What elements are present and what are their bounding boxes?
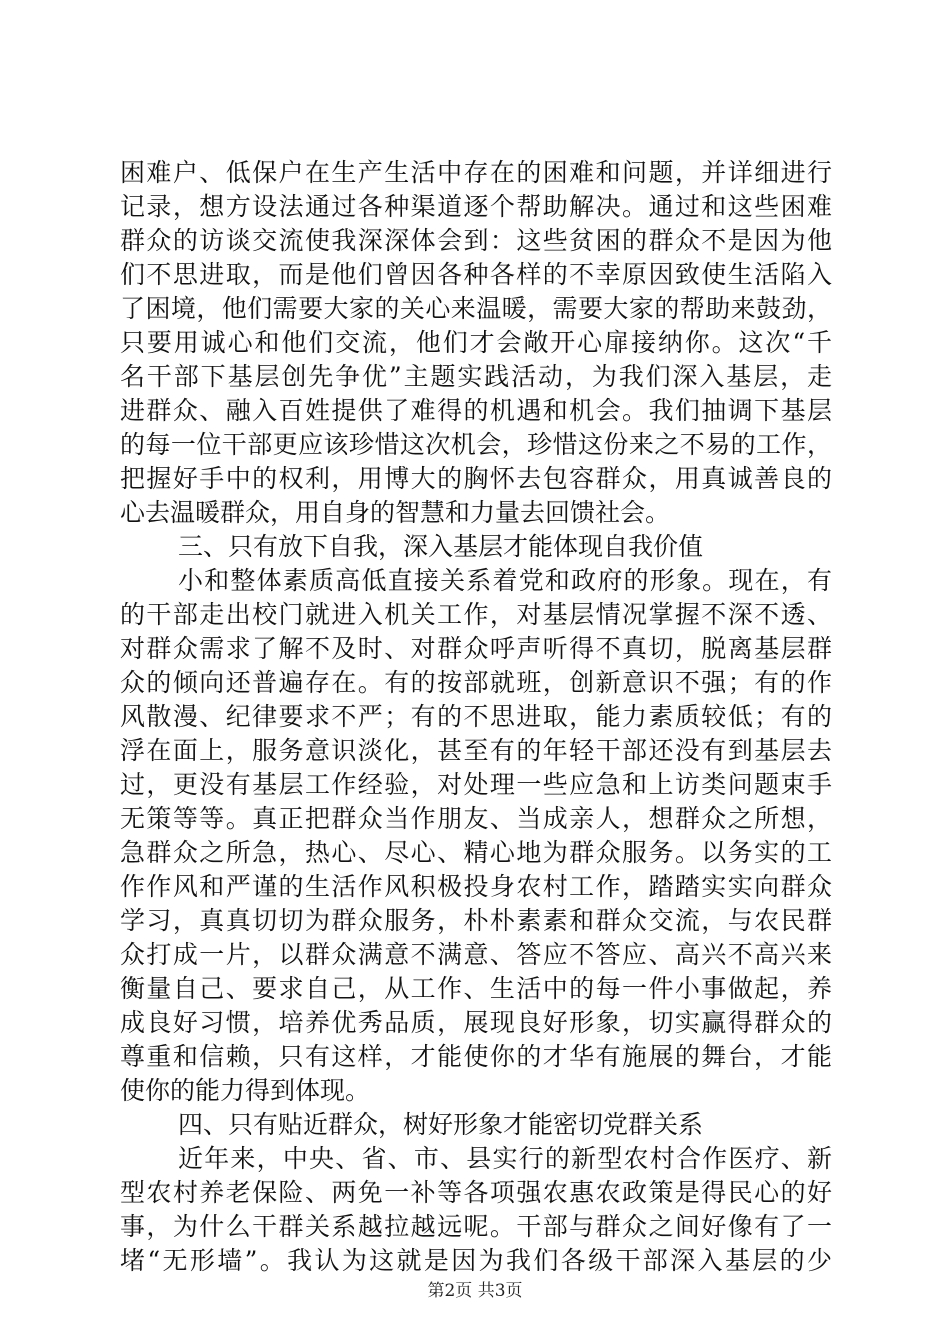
text-line: 风散漫、纪律要求不严；有的不思进取，能力素质较低；有的 [120, 702, 832, 731]
text-line: 进群众、融入百姓提供了难得的机遇和机会。我们抽调下基层 [120, 396, 832, 425]
text-line: 众打成一片，以群众满意不满意、答应不答应、高兴不高兴来 [120, 940, 832, 969]
paragraph-1 [120, 156, 832, 530]
text-line: 浮在面上，服务意识淡化，甚至有的年轻干部还没有到基层去 [120, 736, 832, 765]
text-line: 使你的能力得到体现。 [120, 1076, 371, 1105]
text-line: 型农村养老保险、两免一补等各项强农惠农政策是得民心的好 [120, 1178, 832, 1207]
text-line: 学习，真真切切为群众服务，朴朴素素和群众交流，与农民群 [120, 906, 832, 935]
text-line: 堵“无形墙”。我认为这就是因为我们各级干部深入基层的少 [120, 1246, 832, 1275]
text-line: 对群众需求了解不及时、对群众呼声听得不真切，脱离基层群 [120, 634, 832, 663]
text-line: 作作风和严谨的生活作风积极投身农村工作，踏踏实实向群众 [120, 872, 832, 901]
section-heading-3: 三、只有放下自我，深入基层才能体现自我价值 [178, 532, 704, 561]
text-line: 小和整体素质高低直接关系着党和政府的形象。现在，有 [178, 566, 832, 595]
document-body [120, 156, 832, 1278]
text-line: 困难户、低保户在生产生活中存在的困难和问题，并详细进行 [120, 158, 832, 187]
text-line: 的每一位干部更应该珍惜这次机会，珍惜这份来之不易的工作， [120, 430, 832, 459]
text-line: 的干部走出校门就进入机关工作，对基层情况掌握不深不透、 [120, 600, 832, 629]
text-line: 急群众之所急，热心、尽心、精心地为群众服务。以务实的工 [120, 838, 832, 867]
text-line: 只要用诚心和他们交流，他们才会敞开心扉接纳你。这次“千 [120, 328, 832, 357]
text-line: 名干部下基层创先争优”主题实践活动，为我们深入基层，走 [120, 362, 832, 391]
text-line: 事，为什么干群关系越拉越远呢。干部与群众之间好像有了一 [120, 1212, 832, 1241]
text-line: 近年来，中央、省、市、县实行的新型农村合作医疗、新 [178, 1144, 832, 1173]
text-line: 记录，想方设法通过各种渠道逐个帮助解决。通过和这些困难 [120, 192, 832, 221]
text-line: 们不思进取，而是他们曾因各种各样的不幸原因致使生活陷入 [120, 260, 832, 289]
text-line: 无策等等。真正把群众当作朋友、当成亲人，想群众之所想， [120, 804, 832, 833]
text-line: 衡量自己、要求自己，从工作、生活中的每一件小事做起，养 [120, 974, 832, 1003]
text-line: 心去温暖群众，用自身的智慧和力量去回馈社会。 [120, 498, 671, 527]
text-line: 群众的访谈交流使我深深体会到：这些贫困的群众不是因为他 [120, 226, 832, 255]
text-line: 过，更没有基层工作经验，对处理一些应急和上访类问题束手 [120, 770, 832, 799]
paragraph-2 [120, 564, 832, 1108]
page-footer: 第2页 共3页 [427, 1281, 523, 1301]
paragraph-3 [120, 1142, 832, 1278]
text-line: 成良好习惯，培养优秀品质，展现良好形象，切实赢得群众的 [120, 1008, 832, 1037]
text-line: 了困境，他们需要大家的关心来温暖，需要大家的帮助来鼓劲， [120, 294, 832, 323]
section-heading-4: 四、只有贴近群众，树好形象才能密切党群关系 [178, 1110, 704, 1139]
text-line: 众的倾向还普遍存在。有的按部就班，创新意识不强；有的作 [120, 668, 832, 697]
text-line: 把握好手中的权利，用博大的胸怀去包容群众，用真诚善良的 [120, 464, 832, 493]
text-line: 尊重和信赖，只有这样，才能使你的才华有施展的舞台，才能 [120, 1042, 832, 1071]
